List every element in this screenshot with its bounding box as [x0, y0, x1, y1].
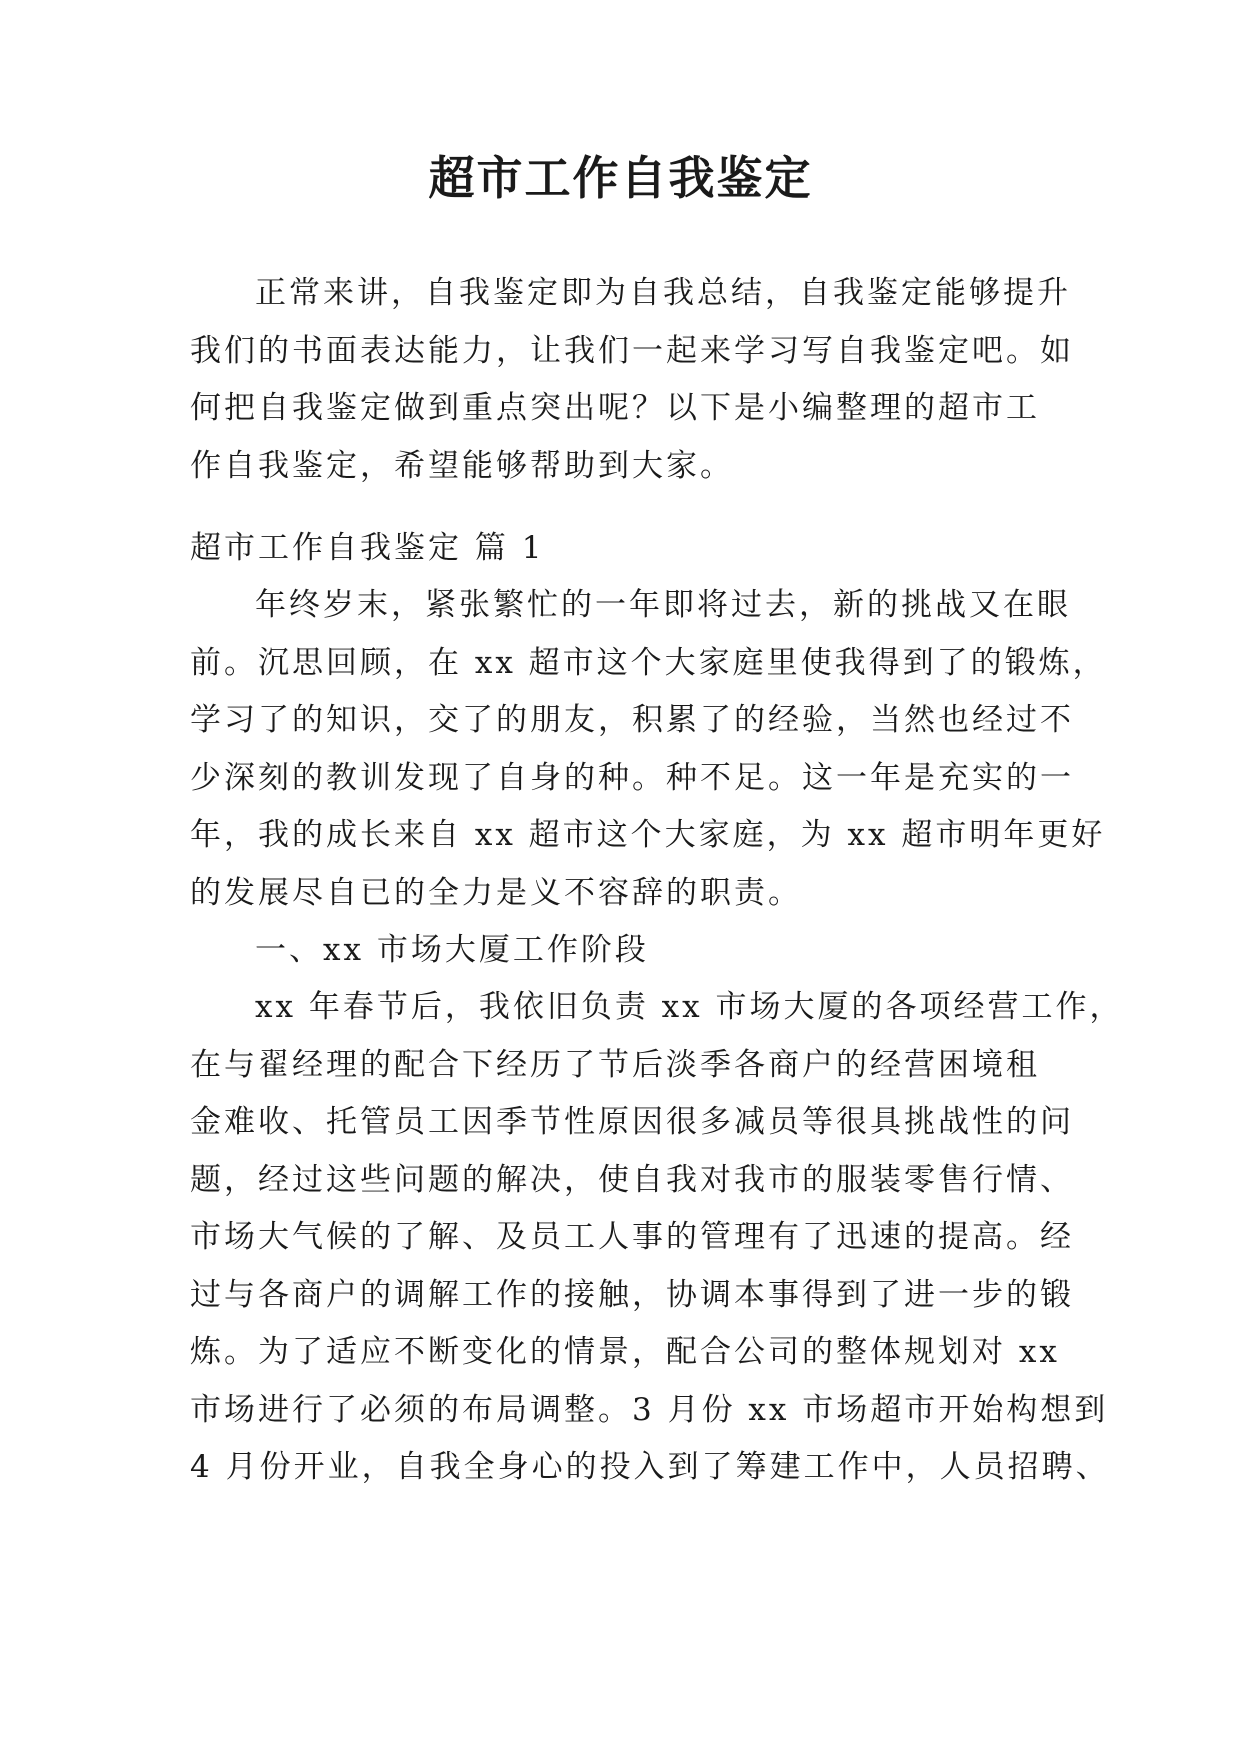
intro-line: 作自我鉴定，希望能够帮助到大家。	[190, 447, 734, 484]
intro-line: 何把自我鉴定做到重点突出呢？以下是小编整理的超市工	[190, 390, 1040, 426]
paragraph-line: 市场进行了必须的布局调整。3 月份 xx 市场超市开始构想到	[190, 1391, 1109, 1428]
intro-paragraph	[190, 265, 1074, 495]
paragraph-line: 4 月份开业，自我全身心的投入到了筹建工作中，人员招聘、	[190, 1449, 1110, 1485]
paragraph-line: xx 年春节后，我依旧负责 xx 市场大厦的各项经营工作，	[255, 989, 1124, 1025]
paragraph-line: 在与翟经理的配合下经历了节后淡季各商户的经营困境租	[190, 1046, 1040, 1083]
intro-line: 正常来讲，自我鉴定即为自我总结，自我鉴定能够提升	[255, 275, 1071, 311]
subheading: 一、xx 市场大厦工作阶段	[255, 932, 649, 968]
paragraph-1	[190, 577, 1107, 922]
subheading-block	[190, 922, 1060, 980]
paragraph-line: 过与各商户的调解工作的接触，协调本事得到了进一步的锻	[190, 1276, 1074, 1313]
paragraph-line: 炼。为了适应不断变化的情景，配合公司的整体规划对 xx	[190, 1334, 1060, 1370]
section-heading: 超市工作自我鉴定 篇 1	[190, 530, 545, 566]
paragraph-line: 市场大气候的了解、及员工人事的管理有了迅速的提高。经	[190, 1219, 1074, 1255]
paragraph-2	[190, 979, 1124, 1497]
intro-line: 我们的书面表达能力，让我们一起来学习写自我鉴定吧。如	[190, 332, 1074, 369]
paragraph-line: 学习了的知识，交了的朋友，积累了的经验，当然也经过不	[190, 702, 1074, 738]
document-title: 超市工作自我鉴定	[428, 151, 813, 205]
paragraph-line: 题，经过这些问题的解决，使自我对我市的服装零售行情、	[190, 1161, 1074, 1198]
paragraph-line: 金难收、托管员工因季节性原因很多减员等很具挑战性的问	[190, 1104, 1074, 1140]
paragraph-line: 前。沉思回顾，在 xx 超市这个大家庭里使我得到了的锻炼，	[190, 644, 1107, 681]
paragraph-line: 年终岁末，紧张繁忙的一年即将过去，新的挑战又在眼	[255, 587, 1071, 623]
paragraph-line: 的发展尽自已的全力是义不容辞的职责。	[190, 874, 802, 911]
paragraph-line: 年，我的成长来自 xx 超市这个大家庭，为 xx 超市明年更好	[190, 817, 1106, 853]
section-heading-block	[190, 520, 1060, 578]
paragraph-line: 少深刻的教训发现了自身的种。种不足。这一年是充实的一	[190, 759, 1074, 796]
